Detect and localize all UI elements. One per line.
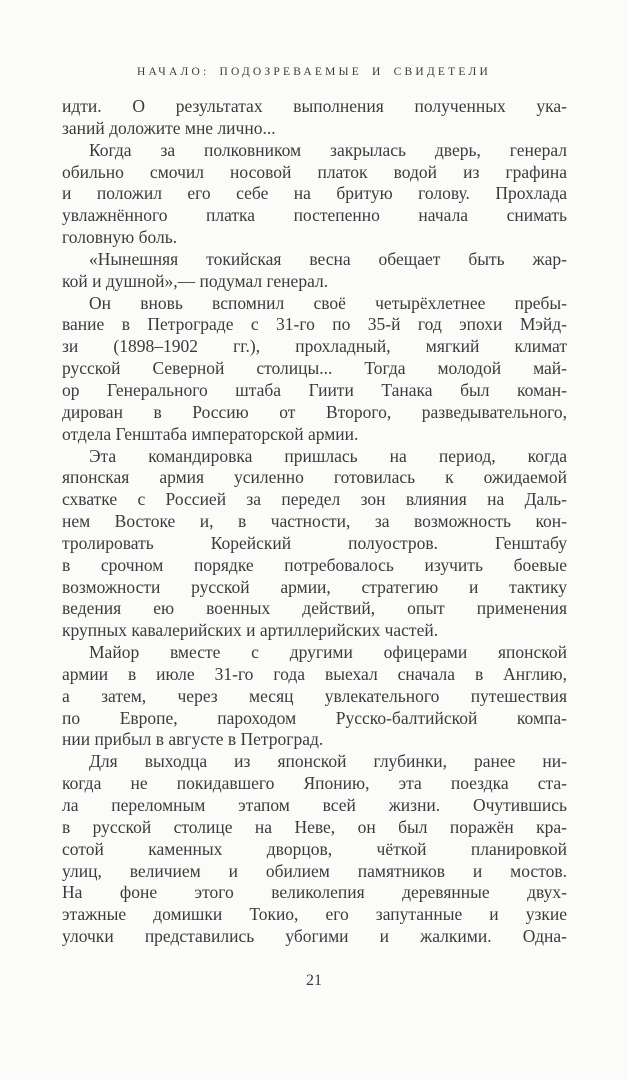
paragraph	[62, 642, 567, 751]
text-line: увлажнённого платка постепенно начала снимать	[62, 205, 567, 226]
paragraph	[62, 249, 567, 293]
text-line: этажные домишки Токио, его запутанные и узкие	[62, 904, 567, 925]
text-line: улочки представились убогими и жалкими. Одна-	[62, 926, 567, 947]
text-line: сотой каменных дворцов, чёткой планировкой	[62, 838, 567, 859]
text-line: идти. О результатах выполнения полученных ука-	[62, 96, 567, 116]
text-line: по Европе, пароходом Русско-балтийской компа-	[62, 707, 567, 728]
text-body	[62, 96, 567, 948]
text-line: Майор вместе с другими офицерами японской	[89, 642, 567, 663]
text-line: Эта командировка пришлась на период, когда	[89, 445, 567, 466]
text-line: когда не покидавшего Японию, эта поездка ста-	[62, 773, 567, 794]
text-line: кой и душной»,— подумал генерал.	[62, 270, 329, 291]
paragraph	[62, 293, 567, 446]
text-line: тролировать Корейский полуостров. Генштабу	[62, 532, 567, 553]
text-line: крупных кавалерийских и артиллерийских частей.	[62, 620, 439, 641]
text-line: в русской столице на Неве, он был поражён кра-	[62, 816, 567, 837]
text-line: заний доложите мне лично...	[62, 117, 276, 138]
text-line: ор Генерального штаба Гиити Танака был коман-	[62, 379, 567, 400]
text-line: обильно смочил носовой платок водой из графина	[62, 161, 567, 182]
text-line: армии в июле 31-го года выехал сначала в Англию,	[62, 663, 567, 684]
text-line: нии прибыл в августе в Петроград.	[62, 729, 324, 750]
text-line: и положил его себе на бритую голову. Прохлада	[62, 183, 567, 204]
text-line: вание в Петрограде с 31-го по 35-й год эпохи Мэйд-	[62, 314, 567, 335]
text-line: нем Востоке и, в частности, за возможность кон-	[62, 511, 567, 532]
text-line: «Нынешняя токийская весна обещает быть жар-	[89, 248, 567, 269]
paragraph	[62, 96, 567, 140]
text-line: Для выходца из японской глубинки, ранее ни-	[89, 751, 567, 772]
paragraph	[62, 140, 567, 249]
text-line: возможности русской армии, стратегию и тактику	[62, 576, 567, 597]
text-line: улиц, величием и обилием памятников и мостов.	[62, 860, 567, 881]
text-line: Когда за полковником закрылась дверь, генерал	[89, 139, 567, 160]
text-line: головную боль.	[62, 227, 178, 248]
text-line: Он вновь вспомнил своё четырёхлетнее пребы-	[89, 292, 567, 313]
running-head: НАЧАЛО: ПОДОЗРЕВАЕМЫЕ И СВИДЕТЕЛИ	[137, 66, 491, 78]
page-number: 21	[306, 972, 322, 989]
text-line: схватке с Россией за передел зон влияния на Даль-	[62, 489, 567, 510]
text-line: отдела Генштаба императорской армии.	[62, 423, 359, 444]
text-line: японская армия усиленно готовилась к ожидаемой	[62, 467, 567, 488]
paragraph	[62, 446, 567, 643]
text-line: На фоне этого великолепия деревянные двух-	[62, 882, 567, 903]
text-line: ведения ею военных действий, опыт применения	[62, 598, 567, 619]
text-line: а затем, через месяц увлекательного путешествия	[62, 685, 567, 706]
text-line: ла переломным этапом всей жизни. Очутившись	[62, 795, 567, 815]
text-line: русской Северной столицы... Тогда молодой май-	[62, 358, 567, 379]
paragraph	[62, 751, 567, 948]
text-line: дирован в Россию от Второго, разведывательного,	[62, 401, 567, 422]
text-line: зи (1898–1902 гг.), прохладный, мягкий климат	[62, 336, 567, 357]
text-line: в срочном порядке потребовалось изучить боевые	[62, 554, 567, 575]
